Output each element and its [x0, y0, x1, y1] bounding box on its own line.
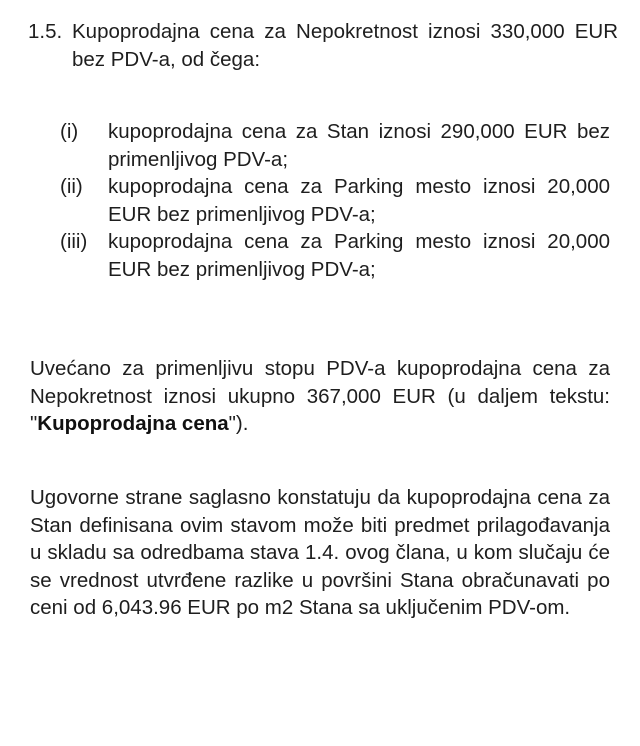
price-adjustment-paragraph: Ugovorne strane saglasno konstatuju da kupoprodajna cena za Stan definisana ovim stavom može biti predmet prilagođavanja u skladu sa odredbama stava 1.4. ovog člana, u kom slučaju će se vrednost utvrđene razlike u površini Stana obračunavati po ceni od 6,043.96 EUR po m2 Stana sa uključenim PDV-om.: [30, 486, 610, 619]
list-item-marker: (iii): [60, 230, 88, 253]
total-price-paragraph: [30, 355, 610, 438]
paragraph-text-after: ").: [228, 412, 249, 435]
list-item: [60, 118, 610, 173]
defined-term: Kupoprodajna cena: [37, 412, 229, 435]
paragraph-text-before: Uvećano za primenljivu stopu PDV-a kupoprodajna cena za Nepokretnost iznosi ukupno 367,000 EUR (u daljem tekstu: ": [30, 357, 610, 435]
clause-1-5: [28, 18, 618, 73]
list-item-text: kupoprodajna cena za Stan iznosi 290,000 EUR bez primenljivog PDV-a;: [108, 120, 610, 171]
list-item-text: kupoprodajna cena za Parking mesto iznosi 20,000 EUR bez primenljivog PDV-a;: [108, 175, 610, 226]
clause-number: 1.5.: [28, 20, 63, 43]
clause-text: Kupoprodajna cena za Nepokretnost iznosi 330,000 EUR bez PDV-a, od čega:: [72, 20, 618, 71]
list-item-text: kupoprodajna cena za Parking mesto iznosi 20,000 EUR bez primenljivog PDV-a;: [108, 230, 610, 281]
list-item: [60, 173, 610, 228]
list-item: [60, 228, 610, 283]
list-item-marker: (i): [60, 120, 79, 143]
list-item-marker: (ii): [60, 175, 83, 198]
price-breakdown-list: [60, 118, 610, 283]
